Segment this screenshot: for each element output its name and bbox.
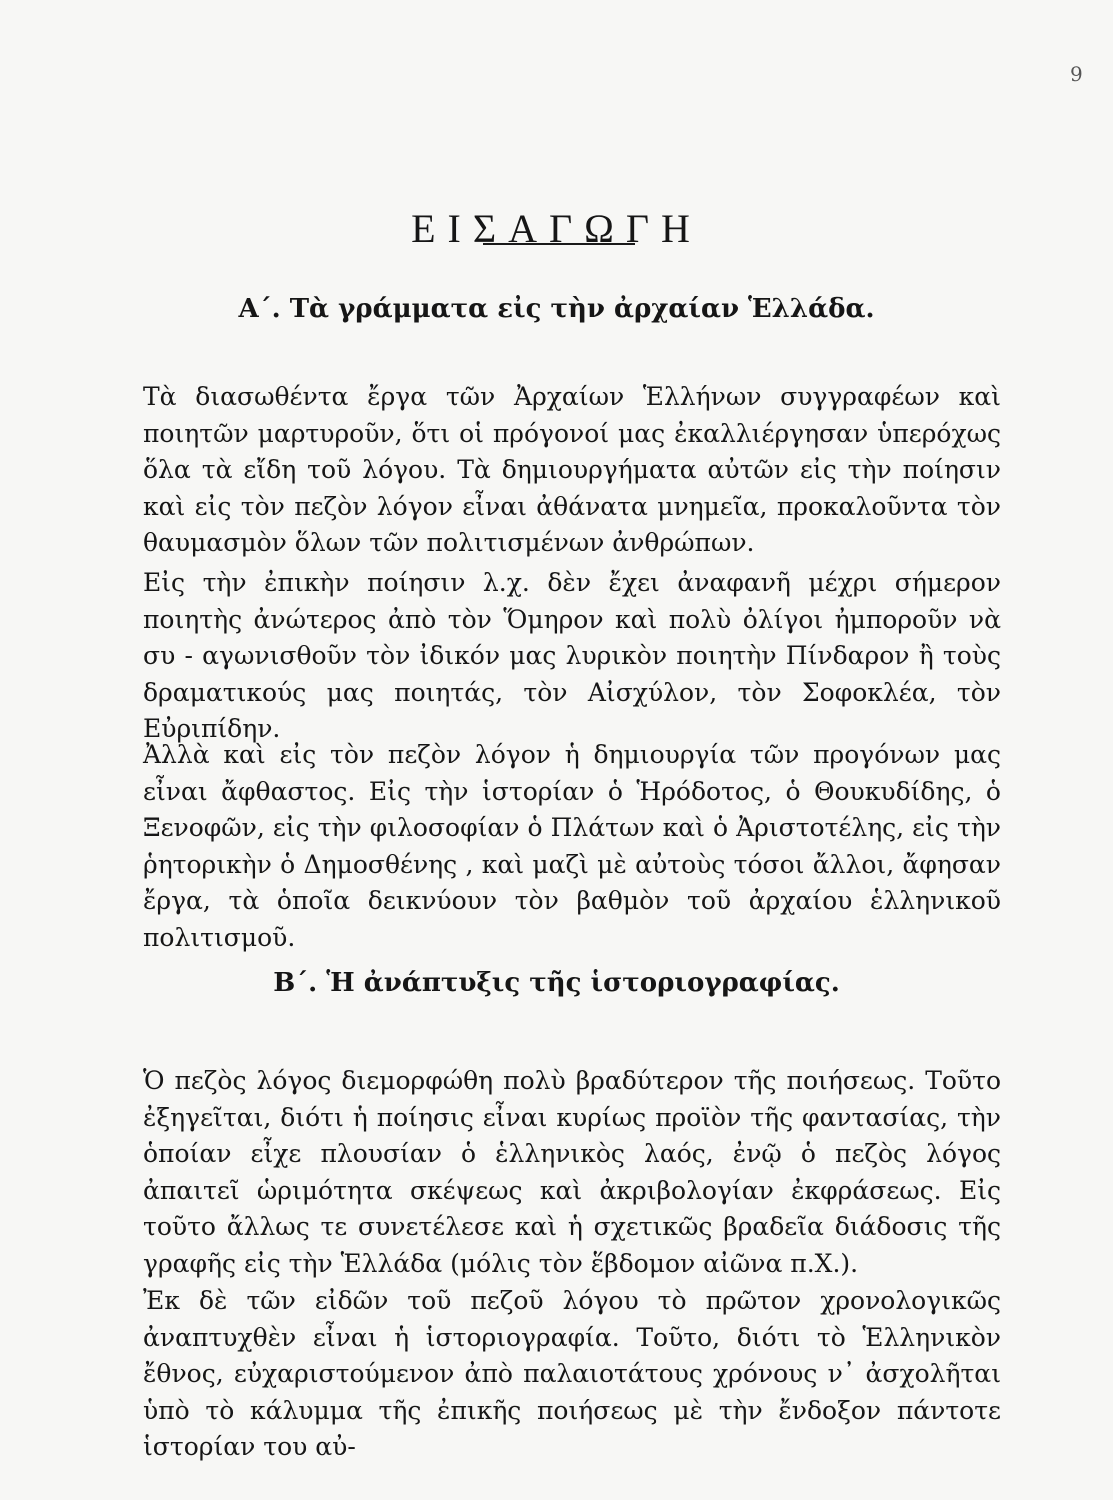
- page-number: 9: [1070, 62, 1083, 86]
- section-a-paragraph-2: Εἰς τὴν ἐπικὴν ποίησιν λ.χ. δὲν ἔχει ἀναφανῆ μέχρι σήμερον ποιητὴς ἀνώτερος ἀπὸ τὸν Ὅμηρον καὶ πολὺ ὀλίγοι ἠμποροῦν νὰ συ - αγωνισθοῦν τὸν ἰδικόν μας λυρικὸν ποιητὴν Πίνδαρον ἢ τοὺς δραματικούς μας ποιητάς, τὸν Αἰσχύλον, τὸν Σοφοκλέα, τὸν Εὐριπίδην.: [143, 568, 1001, 743]
- section-a-paragraph-1: Τὰ διασωθέντα ἔργα τῶν Ἀρχαίων Ἑλλήνων συγγραφέων καὶ ποιητῶν μαρτυροῦν, ὅτι οἱ πρόγονοί μας ἐκαλλιέργησαν ὑπερόχως ὅλα τὰ εἴδη τοῦ λόγου. Τὰ δημιουργήματα αὐτῶν εἰς τὴν ποίησιν καὶ εἰς τὸν πεζὸν λόγον εἶναι ἀθάνατα μνημεῖα, προκαλοῦντα τὸν θαυμασμὸν ὅλων τῶν πολιτισμένων ἀνθρώπων.: [143, 382, 1001, 557]
- section-a-paragraph-3: Ἀλλὰ καὶ εἰς τὸν πεζὸν λόγον ἡ δημιουργία τῶν προγόνων μας εἶναι ἄφθαστος. Εἰς τὴν ἱστορίαν ὁ Ἡρόδοτος, ὁ Θουκυδίδης, ὁ Ξενοφῶν, εἰς τὴν φιλοσοφίαν ὁ Πλάτων καὶ ὁ Ἀριστοτέλης, εἰς τὴν ῥητορικὴν ὁ Δημοσθένης , καὶ μαζὶ μὲ αὐτοὺς τόσοι ἄλλοι, ἄφησαν ἔργα, τὰ ὁποῖα δεικνύουν τὸν βαθμὸν τοῦ ἀρχαίου ἑλληνικοῦ πολιτισμοῦ.: [143, 740, 1001, 952]
- title-rule: [483, 243, 635, 245]
- section-b-paragraph-1: Ὁ πεζὸς λόγος διεμορφώθη πολὺ βραδύτερον τῆς ποιήσεως. Τοῦτο ἐξηγεῖται, διότι ἡ ποίησις εἶναι κυρίως προϊὸν τῆς φαντασίας, τὴν ὁποίαν εἶχε πλουσίαν ὁ ἑλληνικὸς λαός, ἐνῷ ὁ πεζὸς λόγος ἀπαιτεῖ ὡριμότητα σκέψεως καὶ ἀκριβολογίαν ἐκφράσεως. Εἰς τοῦτο ἄλλως τε συνετέλεσε καὶ ἡ σχετικῶς βραδεῖα διάδοσις τῆς γραφῆς εἰς τὴν Ἑλλάδα (μόλις τὸν ἕβδομον αἰῶνα π.Χ.).: [143, 1066, 1001, 1278]
- section-b-heading: Β΄. Ἡ ἀνάπτυξις τῆς ἱστοριογραφίας.: [273, 968, 840, 998]
- section-a-heading: Α΄. Τὰ γράμματα εἰς τὴν ἀρχαίαν Ἑλλάδα.: [238, 294, 875, 324]
- page-title: ΕΙΣΑΓΩΓΗ: [411, 205, 702, 251]
- section-b-paragraph-2: Ἐκ δὲ τῶν εἰδῶν τοῦ πεζοῦ λόγου τὸ πρῶτον χρονολογικῶς ἀναπτυχθὲν εἶναι ἡ ἱστοριογραφία. Τοῦτο, διότι τὸ Ἑλληνικὸν ἔθνος, εὐχαριστούμενον ἀπὸ παλαιοτάτους χρόνους ν᾽ ἀσχολῆται ὑπὸ τὸ κάλυμμα τῆς ἐπικῆς ποιήσεως μὲ τὴν ἔνδοξον πάντοτε ἱστορίαν του αὐ-: [143, 1286, 1001, 1461]
